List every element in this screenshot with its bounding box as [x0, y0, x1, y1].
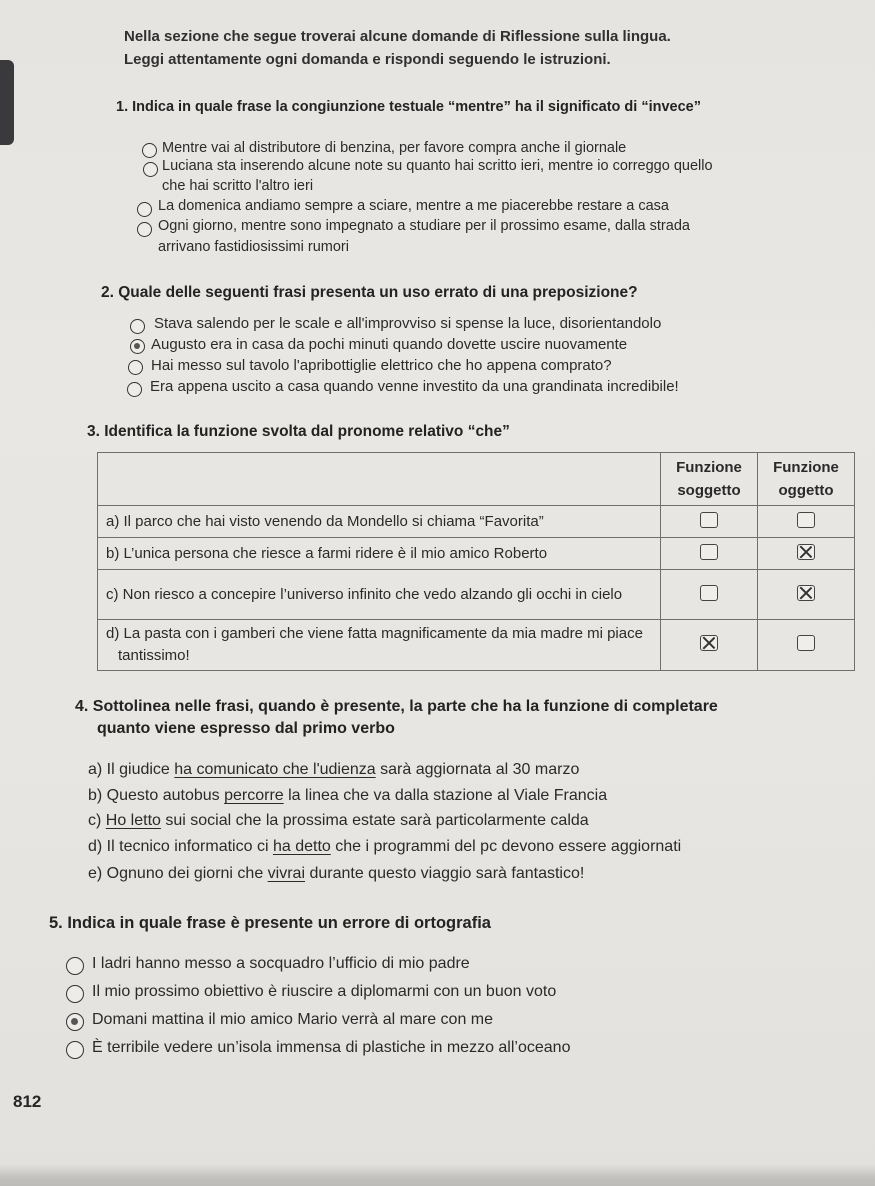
q4-title-line-1: 4. Sottolinea nelle frasi, quando è presente, la parte che ha la funzione di completare: [75, 698, 718, 715]
q5-option-2-text: Il mio prossimo obiettivo è riuscire a diplomarmi con un buon voto: [92, 983, 557, 1000]
q4-item-e-post: durante questo viaggio sarà fantastico!: [305, 865, 585, 882]
header-subject-line-1: Funzione: [676, 459, 742, 476]
intro-line-2: Leggi attentamente ogni domanda e rispondi seguendo le istruzioni.: [124, 51, 611, 68]
header-object: [758, 453, 855, 506]
q1-option-3-radio[interactable]: [137, 202, 152, 217]
row-b-text: b) L’unica persona che riesce a farmi ridere è il mio amico Roberto: [98, 538, 661, 570]
header-subject-line-2: soggetto: [677, 482, 741, 499]
q2-option-4-radio[interactable]: [127, 382, 142, 397]
q1-option-1-text: Mentre vai al distributore di benzina, per favore compra anche il giornale: [162, 140, 627, 156]
row-a-subject-checkbox[interactable]: [700, 512, 718, 528]
q1-option-1-radio[interactable]: [142, 143, 157, 158]
q1-option-4-text-cont: arrivano fastidiosissimi rumori: [158, 239, 349, 255]
page-bottom-shadow: [0, 1164, 875, 1186]
q2-option-2-radio[interactable]: [130, 339, 145, 354]
q1-option-2-text-cont: che hai scritto l'altro ieri: [162, 178, 314, 194]
q4-item-c: [88, 812, 589, 830]
row-d-object-checkbox[interactable]: [797, 635, 815, 651]
q4-item-d-underlined: ha detto: [272, 838, 331, 855]
q1-option-3-text: La domenica andiamo sempre a sciare, mentre a me piacerebbe restare a casa: [158, 198, 669, 214]
q1-option-4-text: Ogni giorno, mentre sono impegnato a studiare per il prossimo esame, dalla strada: [158, 218, 690, 234]
header-subject: [661, 453, 758, 506]
q1-title: 1. Indica in quale frase la congiunzione testuale “mentre” ha il significato di “invece”: [116, 99, 701, 115]
q4-item-b-post: la linea che va dalla stazione al Viale Francia: [283, 787, 608, 804]
q5-option-3-radio[interactable]: [66, 1013, 84, 1031]
row-a-object-checkbox[interactable]: [797, 512, 815, 528]
intro-line-1: Nella sezione che segue troverai alcune domande di Riflessione sulla lingua.: [124, 28, 671, 45]
q4-item-c-underlined: Ho letto: [105, 812, 161, 829]
row-c-object-checkbox[interactable]: [797, 585, 815, 601]
q5-option-2-radio[interactable]: [66, 985, 84, 1003]
q4-item-b-pre: b) Questo autobus: [88, 787, 225, 804]
q3-table: [97, 452, 855, 671]
q5-option-1-text: I ladri hanno messo a socquadro l’ufficio di mio padre: [92, 955, 470, 972]
q4-item-c-post: sui social che la prossima estate sarà particolarmente calda: [160, 812, 589, 829]
header-object-line-2: oggetto: [778, 482, 834, 499]
q5-option-4-text: È terribile vedere un’isola immensa di plastiche in mezzo all’oceano: [92, 1039, 571, 1056]
q4-item-a: [88, 761, 579, 779]
q4-item-a-underlined: ha comunicato che l'udienza: [174, 761, 376, 778]
q4-item-d: [88, 838, 681, 856]
table-row: [98, 570, 855, 620]
q5-option-4-radio[interactable]: [66, 1041, 84, 1059]
row-a-text: a) Il parco che hai visto venendo da Mondello si chiama “Favorita”: [98, 506, 661, 538]
row-c-text: c) Non riesco a concepire l’universo infinito che vedo alzando gli occhi in cielo: [98, 570, 661, 620]
table-header-blank: [98, 453, 661, 506]
q4-item-e: [88, 865, 584, 883]
row-b-object-checkbox[interactable]: [797, 544, 815, 560]
row-b-subject-checkbox[interactable]: [700, 544, 718, 560]
q2-option-3-text: Hai messo sul tavolo l'apribottiglie elettrico che ho appena comprato?: [151, 357, 612, 374]
q5-title: 5. Indica in quale frase è presente un errore di ortografia: [49, 914, 491, 932]
q4-item-b-underlined: percorre: [224, 787, 284, 804]
q4-item-a-post: sarà aggiornata al 30 marzo: [375, 761, 580, 778]
table-row: [98, 620, 855, 671]
row-d-subject-checkbox[interactable]: [700, 635, 718, 651]
q4-item-c-pre: c): [88, 812, 106, 829]
table-header-row: [98, 453, 855, 506]
q5-option-3-text: Domani mattina il mio amico Mario verrà al mare con me: [92, 1011, 494, 1028]
binder-edge: [0, 60, 14, 145]
q2-option-1-radio[interactable]: [130, 319, 145, 334]
q2-option-3-radio[interactable]: [128, 360, 143, 375]
q4-item-e-underlined: vivrai: [267, 865, 306, 882]
table-row: [98, 538, 855, 570]
q2-option-4-text: Era appena uscito a casa quando venne investito da una grandinata incredibile!: [150, 378, 679, 395]
q1-option-2-text: Luciana sta inserendo alcune note su quanto hai scritto ieri, mentre io correggo quello: [162, 158, 713, 174]
q4-title-line-2: quanto viene espresso dal primo verbo: [97, 720, 395, 737]
q4-item-a-pre: a) Il giudice: [88, 761, 175, 778]
q1-option-4-radio[interactable]: [137, 222, 152, 237]
row-c-subject-checkbox[interactable]: [700, 585, 718, 601]
q5-option-1-radio[interactable]: [66, 957, 84, 975]
q3-title: 3. Identifica la funzione svolta dal pronome relativo “che”: [87, 423, 510, 440]
table-row: [98, 506, 855, 538]
q1-option-2-radio[interactable]: [143, 162, 158, 177]
q4-item-d-post: che i programmi del pc devono essere aggiornati: [330, 838, 682, 855]
page-number: 812: [13, 1092, 42, 1111]
header-object-line-1: Funzione: [773, 459, 839, 476]
q4-item-b: [88, 787, 607, 805]
row-d-text: d) La pasta con i gamberi che viene fatta magnificamente da mia madre mi piace tantissimo!: [98, 620, 661, 671]
q2-option-1-text: Stava salendo per le scale e all'improvviso si spense la luce, disorientandolo: [154, 315, 662, 332]
q2-title: 2. Quale delle seguenti frasi presenta un uso errato di una preposizione?: [101, 284, 638, 301]
q2-option-2-text: Augusto era in casa da pochi minuti quando dovette uscire nuovamente: [151, 336, 628, 353]
q4-item-d-pre: d) Il tecnico informatico ci: [88, 838, 273, 855]
q4-item-e-pre: e) Ognuno dei giorni che: [88, 865, 268, 882]
